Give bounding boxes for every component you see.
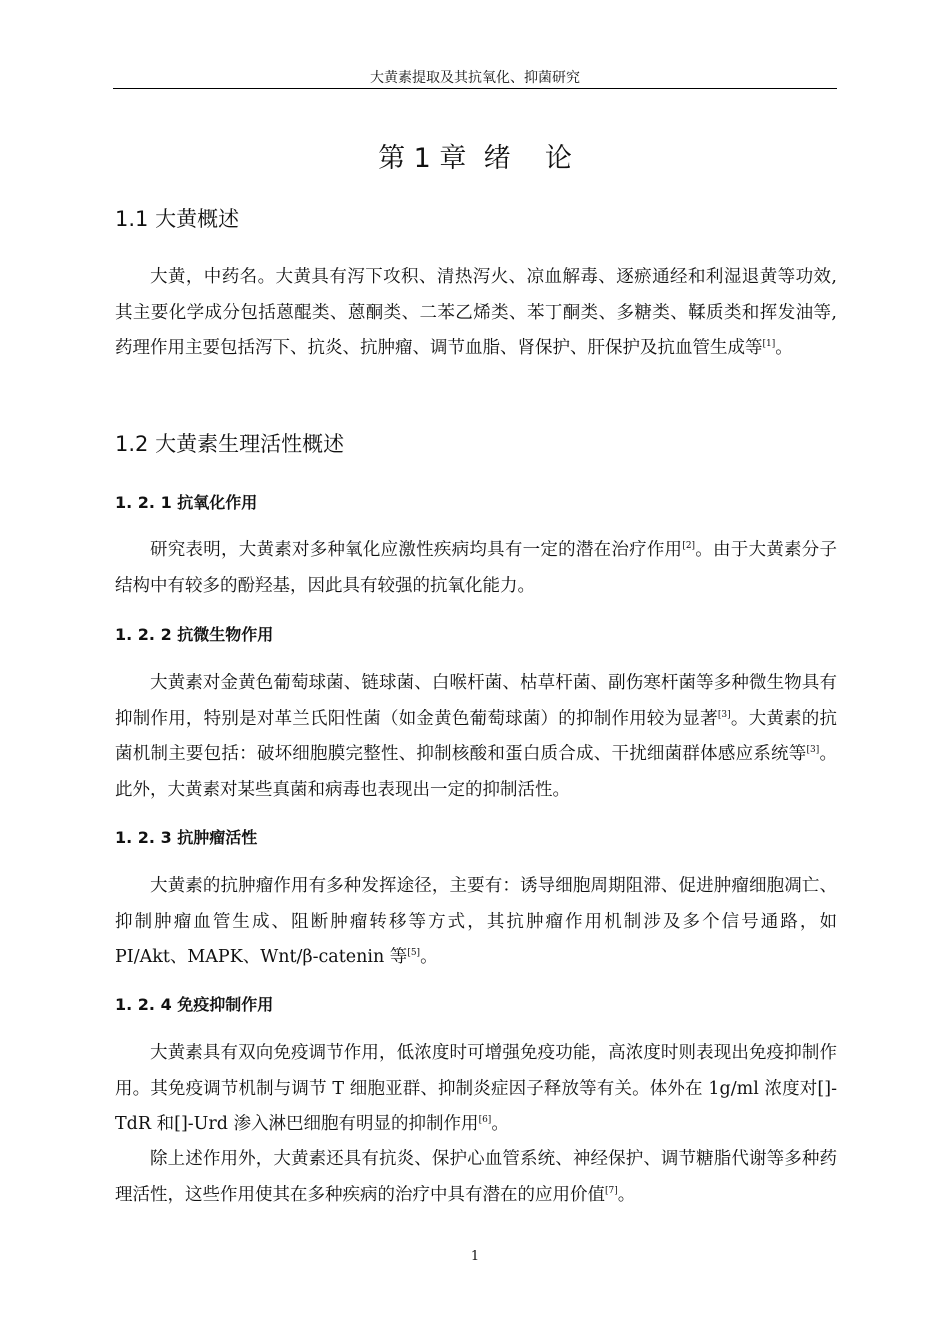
paragraph-text: 。 bbox=[420, 947, 438, 967]
subsection-heading-1-2-2: 1. 2. 2 抗微生物作用 bbox=[115, 625, 274, 644]
paragraph-1-1 bbox=[115, 260, 837, 367]
running-header: 大黄素提取及其抗氧化、抑菌研究 bbox=[370, 70, 580, 86]
citation-ref: [3] bbox=[806, 745, 820, 755]
paragraph-text: 。 bbox=[491, 1114, 509, 1134]
paragraph-text: 。大黄素的抗菌机制主要包括：破坏细胞膜完整性、抑制核酸和蛋白质合成、干扰细菌群体感应系统等 bbox=[115, 708, 838, 764]
paragraph-text: 大黄素对金黄色葡萄球菌、链球菌、白喉杆菌、枯草杆菌、副伤寒杆菌等多种微生物具有抑制作用，特别是对革兰氏阳性菌（如金黄色葡萄球菌）的抑制作用较为显著 bbox=[115, 673, 837, 729]
paragraph-1-2-2 bbox=[115, 666, 837, 808]
page-number: 1 bbox=[470, 1249, 480, 1264]
paragraph-text: 大黄素的抗肿瘤作用有多种发挥途径，主要有：诱导细胞周期阻滞、促进肿瘤细胞凋亡、抑制肿瘤血管生成、阻断肿瘤转移等方式，其抗肿瘤作用机制涉及多个信号通路，如 PI/Akt、MAPK、Wnt/β-catenin 等 bbox=[115, 876, 837, 967]
subsection-heading-1-2-4: 1. 2. 4 免疫抑制作用 bbox=[115, 995, 274, 1014]
paragraph-text: 。由于大黄素分子结构中有较多的酚羟基，因此具有较强的抗氧化能力。 bbox=[115, 540, 838, 596]
citation-ref: [6] bbox=[478, 1115, 492, 1125]
citation-ref: [1] bbox=[762, 339, 776, 349]
citation-ref: [7] bbox=[605, 1185, 618, 1196]
citation-ref: [5] bbox=[407, 948, 421, 958]
section-heading-1-2: 1.2 大黄素生理活性概述 bbox=[115, 432, 345, 456]
paragraph-1-2-3 bbox=[115, 869, 837, 976]
subsection-heading-1-2-3: 1. 2. 3 抗肿瘤活性 bbox=[115, 828, 258, 847]
citation-ref: [3] bbox=[717, 709, 731, 720]
paragraph-end: 。 bbox=[775, 338, 793, 358]
paragraph-text: 。此外，大黄素对某些真菌和病毒也表现出一定的抑制活性。 bbox=[115, 744, 837, 800]
chapter-title: 第 1 章 绪 论 bbox=[378, 143, 572, 174]
paragraph-text: 大黄素具有双向免疫调节作用，低浓度时可增强免疫功能，高浓度时则表现出免疫抑制作用。其免疫调节机制与调节 T 细胞亚群、抑制炎症因子释放等有关。体外在 1g/ml 浓度对[]-TdR 和[]-Urd 渗入淋巴细胞有明显的抑制作用 bbox=[115, 1043, 837, 1134]
header-rule bbox=[113, 88, 837, 89]
paragraph-text: 研究表明，大黄素对多种氧化应激性疾病均具有一定的潜在治疗作用 bbox=[150, 540, 683, 560]
paragraph-text: 除上述作用外，大黄素还具有抗炎、保护心血管系统、神经保护、调节糖脂代谢等多种药理活性，这些作用使其在多种疾病的治疗中具有潜在的应用价值 bbox=[115, 1149, 837, 1205]
paragraph-1-2-4-b bbox=[115, 1142, 837, 1213]
subsection-heading-1-2-1: 1. 2. 1 抗氧化作用 bbox=[115, 493, 258, 512]
citation-ref: [2] bbox=[682, 541, 696, 551]
paragraph-1-2-1 bbox=[115, 533, 837, 604]
paragraph-text: 大黄，中药名。大黄具有泻下攻积、清热泻火、凉血解毒、逐瘀通经和利湿退黄等功效,其主要化学成分包括蒽醌类、蒽酮类、二苯乙烯类、苯丁酮类、多糖类、鞣质类和挥发油等,药理作用主要包括泻下、抗炎、抗肿瘤、调节血脂、肾保护、肝保护及抗血管生成等 bbox=[115, 267, 837, 358]
section-heading-1-1: 1.1 大黄概述 bbox=[115, 207, 240, 231]
paragraph-1-2-4 bbox=[115, 1036, 837, 1143]
paragraph-text: 。 bbox=[617, 1184, 636, 1205]
